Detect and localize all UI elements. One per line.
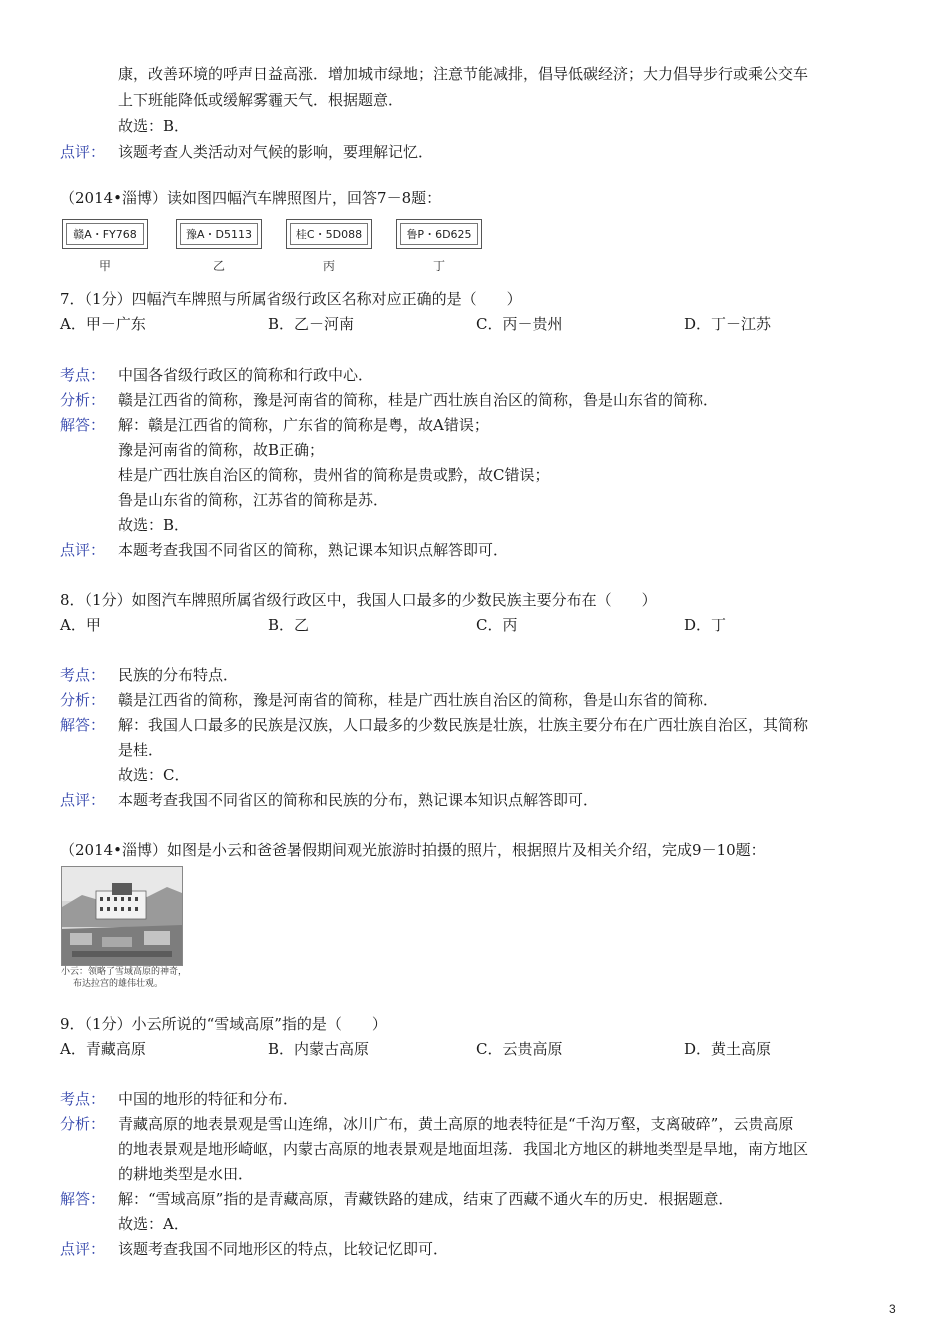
plate-caption: 甲 (98, 259, 111, 273)
license-plate (62, 219, 148, 249)
license-plate (286, 219, 372, 249)
fenxi-text: 赣是江西省的简称，豫是河南省的简称，桂是广西壮族自治区的简称，鲁是山东省的简称． (118, 391, 719, 409)
jieda-label: 解答： (60, 416, 106, 434)
license-plate (176, 219, 262, 249)
dianping-label: 点评： (60, 791, 106, 809)
question-stem: 9．（1分）小云所说的“雪域高原”指的是（ ） (60, 1015, 387, 1033)
jieda-line: 故选：A． (118, 1215, 189, 1233)
photo-illustration (62, 867, 182, 965)
option-d: D．丁 (684, 616, 727, 634)
kaodian-label: 考点： (60, 666, 106, 684)
option-c: C．丙 (476, 616, 518, 634)
fenxi-line: 的耕地类型是水田． (118, 1165, 254, 1183)
jieda-label: 解答： (60, 716, 106, 734)
caption-line: 布达拉宫的雄伟壮观。 (73, 979, 164, 989)
answer-line: 故选：B． (118, 117, 190, 135)
caption-line: 小云：领略了雪域高原的神奇， (61, 967, 188, 977)
option-d: D．丁－江苏 (684, 315, 772, 333)
jieda-line: 故选：B． (118, 516, 190, 534)
plate-caption: 乙 (212, 259, 225, 273)
fenxi-text: 赣是江西省的简称，豫是河南省的简称，桂是广西壮族自治区的简称，鲁是山东省的简称． (118, 691, 719, 709)
answer-line: 康，改善环境的呼声日益高涨．增加城市绿地；注意节能减排，倡导低碳经济；大力倡导步行或乘公交车 (118, 65, 809, 83)
jieda-line: 故选：C． (118, 766, 190, 784)
option-b: B．乙－河南 (268, 315, 355, 333)
fenxi-line: 的地表景观是地形崎岖，内蒙古高原的地表景观是地面坦荡．我国北方地区的耕地类型是旱地，南方地区 (118, 1140, 809, 1158)
kaodian-label: 考点： (60, 366, 106, 384)
option-c: C．云贵高原 (476, 1040, 563, 1058)
option-c: C．丙－贵州 (476, 315, 563, 333)
dianping-text: 该题考查我国不同地形区的特点，比较记忆即可． (118, 1240, 449, 1258)
fenxi-label: 分析： (60, 391, 106, 409)
comment-label: 点评： (60, 143, 106, 161)
jieda-line: 是桂． (118, 741, 164, 759)
plate-caption: 丙 (322, 259, 335, 273)
dianping-text: 本题考查我国不同省区的简称，熟记课本知识点解答即可． (118, 541, 509, 559)
plate-text: 桂C・5D088 (290, 223, 368, 245)
jieda-label: 解答： (60, 1190, 106, 1208)
option-d: D．黄土高原 (684, 1040, 772, 1058)
answer-line: 上下班能降低或缓解雾霾天气．根据题意． (118, 91, 404, 109)
comment-text: 该题考查人类活动对气候的影响，要理解记忆． (118, 143, 434, 161)
kaodian-text: 中国各省级行政区的简称和行政中心． (118, 366, 374, 384)
kaodian-text: 民族的分布特点． (118, 666, 239, 684)
jieda-line: 豫是河南省的简称，故B正确； (118, 441, 325, 459)
option-b: B．内蒙古高原 (268, 1040, 370, 1058)
group-intro: （2014•淄博）如图是小云和爸爸暑假期间观光旅游时拍摄的照片，根据照片及相关介绍，完成9－10题： (60, 841, 766, 859)
option-a: A．甲－广东 (60, 315, 146, 333)
option-a: A．甲 (60, 616, 101, 634)
plate-caption: 丁 (432, 259, 445, 273)
dianping-label: 点评： (60, 541, 106, 559)
plate-text: 豫A・D5113 (180, 223, 258, 245)
fenxi-line: 青藏高原的地表景观是雪山连绵，冰川广布，黄土高原的地表特征是“千沟万壑，支离破碎”，云贵高原 (118, 1115, 794, 1133)
option-b: B．乙 (268, 616, 310, 634)
jieda-line: 解：我国人口最多的民族是汉族，人口最多的少数民族是壮族，壮族主要分布在广西壮族自治区，其简称 (118, 716, 809, 734)
page-number: 3 (889, 1302, 896, 1316)
fenxi-label: 分析： (60, 1115, 106, 1133)
option-a: A．青藏高原 (60, 1040, 146, 1058)
jieda-line: 桂是广西壮族自治区的简称，贵州省的简称是贵或黔，故C错误； (118, 466, 550, 484)
jieda-line: 解：“雪域高原”指的是青藏高原，青藏铁路的建成，结束了西藏不通火车的历史．根据题意． (118, 1190, 734, 1208)
photo-caption (61, 966, 201, 990)
potala-palace-photo (61, 866, 183, 966)
license-plates-figure (62, 219, 492, 279)
question-stem: 8．（1分）如图汽车牌照所属省级行政区中，我国人口最多的少数民族主要分布在（ ） (60, 591, 657, 609)
dianping-text: 本题考查我国不同省区的简称和民族的分布，熟记课本知识点解答即可． (118, 791, 599, 809)
jieda-line: 鲁是山东省的简称，江苏省的简称是苏． (118, 491, 389, 509)
dianping-label: 点评： (60, 1240, 106, 1258)
question-stem: 7．（1分）四幅汽车牌照与所属省级行政区名称对应正确的是（ ） (60, 290, 522, 308)
plate-text: 鲁P・6D625 (400, 223, 478, 245)
jieda-line: 解：赣是江西省的简称，广东省的简称是粤，故A错误； (118, 416, 489, 434)
fenxi-label: 分析： (60, 691, 106, 709)
plate-text: 赣A・FY768 (66, 223, 144, 245)
kaodian-label: 考点： (60, 1090, 106, 1108)
group-intro: （2014•淄博）读如图四幅汽车牌照图片，回答7－8题： (60, 189, 442, 207)
kaodian-text: 中国的地形的特征和分布． (118, 1090, 299, 1108)
license-plate (396, 219, 482, 249)
